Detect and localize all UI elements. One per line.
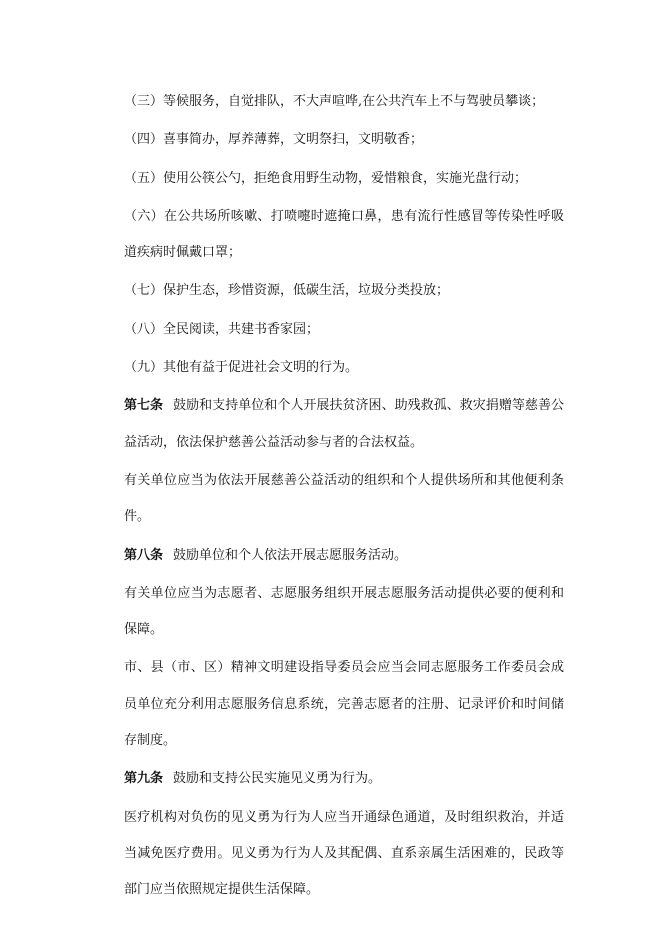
article-7 — [124, 388, 564, 461]
article-7-text: 鼓励和支持单位和个人开展扶贫济困、助残救孤、救灾捐赠等慈善公益活动，依法保护慈善公益活动参与者的合法权益。 — [124, 398, 564, 450]
article-7-title: 第七条 — [124, 398, 164, 414]
list-item-4: （四）喜事简办，厚养薄葬，文明祭扫，文明敬香； — [124, 132, 424, 148]
list-item-6: （六）在公共场所咳嗽、打喷嚏时遮掩口鼻，患有流行性感冒等传染性呼吸道疾病时佩戴口罩； — [124, 208, 564, 261]
article-9-title: 第九条 — [124, 771, 164, 787]
article-9-paragraph-2: 医疗机构对负伤的见义勇为行为人应当开通绿色通道，及时组织救治，并适当减免医疗费用。见义勇为行为人及其配偶、直系亲属生活困难的，民政等部门应当依照规定提供生活保障。 — [124, 809, 564, 898]
article-8-text: 鼓励单位和个人依法开展志愿服务活动。 — [173, 547, 408, 563]
list-item-7: （七）保护生态，珍惜资源，低碳生活，垃圾分类投放； — [124, 283, 450, 299]
article-7-paragraph-2: 有关单位应当为依法开展慈善公益活动的组织和个人提供场所和其他便利条件。 — [124, 472, 564, 525]
article-8-paragraph-3: 市、县（市、区）精神文明建设指导委员会应当会同志愿服务工作委员会成员单位充分利用志愿服务信息系统，完善志愿者的注册、记录评价和时间储存制度。 — [124, 660, 564, 749]
article-9 — [124, 761, 564, 797]
list-item-3: （三）等候服务，自觉排队，不大声喧哗,在公共汽车上不与驾驶员攀谈； — [124, 94, 545, 109]
list-item-5: （五）使用公筷公勺，拒绝食用野生动物，爱惜粮食，实施光盘行动； — [124, 170, 528, 186]
document-body — [124, 84, 564, 911]
list-item-9: （九）其他有益于促进社会文明的行为。 — [124, 360, 359, 376]
article-8-paragraph-2: 有关单位应当为志愿者、志愿服务组织开展志愿服务活动提供必要的便利和保障。 — [124, 585, 564, 638]
list-item-8: （八）全民阅读，共建书香家园； — [124, 321, 320, 337]
article-8-title: 第八条 — [124, 547, 164, 563]
article-9-text: 鼓励和支持公民实施见义勇为行为。 — [173, 771, 382, 787]
article-8 — [124, 538, 564, 574]
